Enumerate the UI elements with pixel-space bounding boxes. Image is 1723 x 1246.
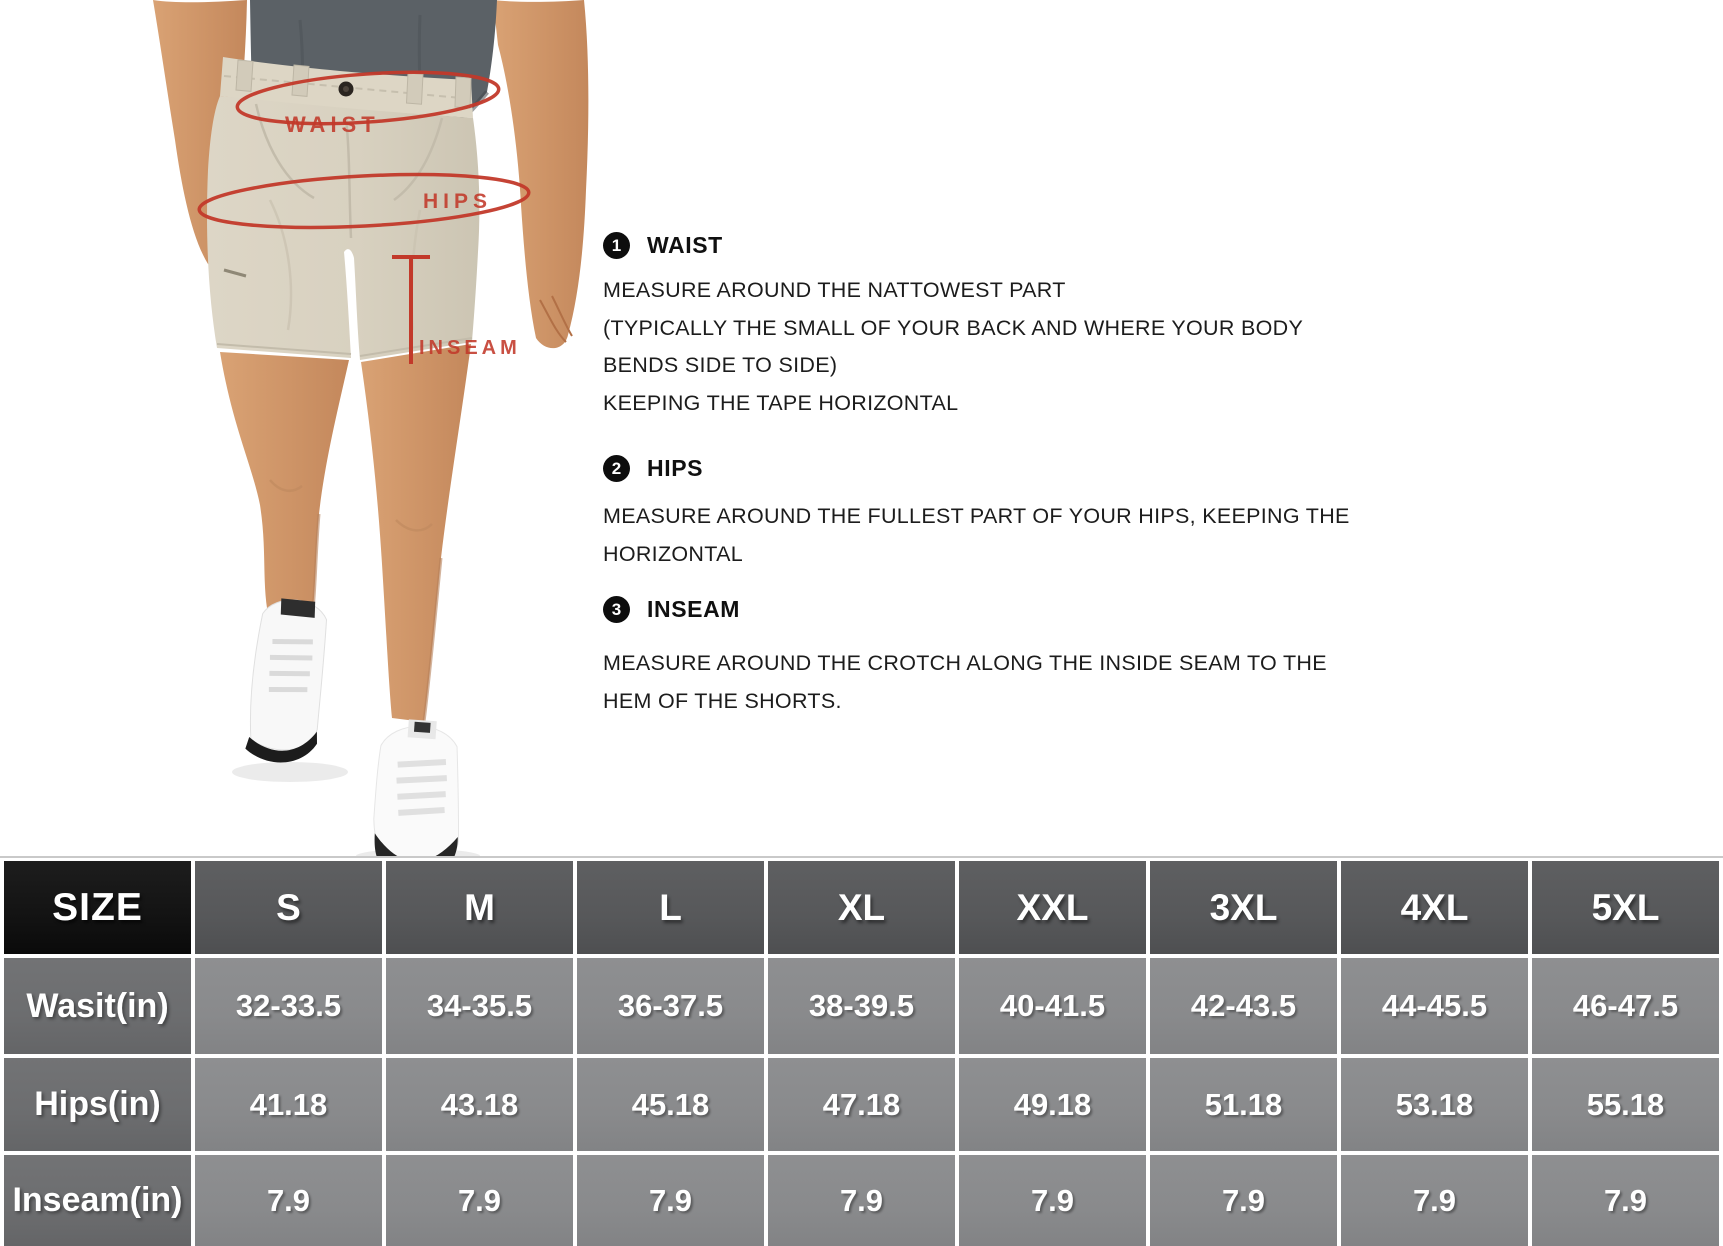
instruction-heading <box>603 232 1303 259</box>
rear-sneaker <box>239 594 339 768</box>
instruction-body <box>603 272 1303 422</box>
size-value-cell: 51.18 <box>1150 1058 1337 1151</box>
size-value-cell: 38-39.5 <box>768 958 955 1054</box>
size-row-label: Wasit(in) <box>4 958 191 1054</box>
size-value-cell: 45.18 <box>577 1058 764 1151</box>
size-value-cell: 49.18 <box>959 1058 1146 1151</box>
front-sneaker <box>370 717 467 860</box>
size-column-header: 4XL <box>1341 861 1528 954</box>
size-value-cell: 7.9 <box>1150 1155 1337 1246</box>
size-value-cell: 7.9 <box>768 1155 955 1246</box>
size-value-cell: 53.18 <box>1341 1058 1528 1151</box>
instruction-line: BENDS SIDE TO SIDE) <box>603 353 838 378</box>
size-value-cell: 34-35.5 <box>386 958 573 1054</box>
instruction-line: KEEPING THE TAPE HORIZONTAL <box>603 390 959 415</box>
size-value-cell: 32-33.5 <box>195 958 382 1054</box>
size-column-header: 3XL <box>1150 861 1337 954</box>
size-value-cell: 7.9 <box>959 1155 1146 1246</box>
instruction-heading <box>603 596 1327 623</box>
size-value-cell: 55.18 <box>1532 1058 1719 1151</box>
instruction-hips <box>603 455 1350 573</box>
size-table-corner-header: SIZE <box>4 861 191 954</box>
instruction-line: (TYPICALLY THE SMALL OF YOUR BACK AND WHERE YOUR BODY <box>603 315 1304 340</box>
size-column-header: 5XL <box>1532 861 1719 954</box>
instruction-title: WAIST <box>647 232 723 258</box>
instruction-body <box>603 645 1327 720</box>
size-row-label: Inseam(in) <box>4 1155 191 1246</box>
inseam-annotation-label: INSEAM <box>419 337 521 359</box>
hips-annotation-label: HIPS <box>423 190 493 213</box>
size-column-header: XXL <box>959 861 1146 954</box>
instruction-waist <box>603 232 1303 422</box>
waist-annotation-label: WAIST <box>285 112 380 137</box>
instruction-title: INSEAM <box>647 596 741 622</box>
instruction-inseam <box>603 596 1327 720</box>
instruction-line: HEM OF THE SHORTS. <box>603 688 842 713</box>
instruction-line: MEASURE AROUND THE CROTCH ALONG THE INSIDE SEAM TO THE <box>603 651 1327 675</box>
size-column-header: M <box>386 861 573 954</box>
size-value-cell: 43.18 <box>386 1058 573 1151</box>
size-row-label: Hips(in) <box>4 1058 191 1151</box>
size-value-cell: 7.9 <box>195 1155 382 1246</box>
size-value-cell: 41.18 <box>195 1058 382 1151</box>
step-number-badge: 2 <box>603 455 630 482</box>
instruction-line: HORIZONTAL <box>603 541 743 566</box>
model-photo <box>120 0 600 860</box>
size-value-cell: 46-47.5 <box>1532 958 1719 1054</box>
step-number-badge: 1 <box>603 232 630 259</box>
instruction-line: MEASURE AROUND THE NATTOWEST PART <box>603 278 1066 302</box>
step-number-badge: 3 <box>603 596 630 623</box>
size-value-cell: 7.9 <box>386 1155 573 1246</box>
size-value-cell: 47.18 <box>768 1058 955 1151</box>
size-column-header: S <box>195 861 382 954</box>
instruction-title: HIPS <box>647 455 704 481</box>
size-value-cell: 40-41.5 <box>959 958 1146 1054</box>
size-column-header: XL <box>768 861 955 954</box>
size-value-cell: 44-45.5 <box>1341 958 1528 1054</box>
size-value-cell: 7.9 <box>577 1155 764 1246</box>
instruction-heading <box>603 455 1350 482</box>
size-column-header: L <box>577 861 764 954</box>
size-value-cell: 42-43.5 <box>1150 958 1337 1054</box>
size-value-cell: 7.9 <box>1532 1155 1719 1246</box>
size-value-cell: 7.9 <box>1341 1155 1528 1246</box>
size-value-cell: 36-37.5 <box>577 958 764 1054</box>
size-table <box>0 858 1723 1246</box>
instruction-body <box>603 498 1350 573</box>
instruction-line: MEASURE AROUND THE FULLEST PART OF YOUR HIPS, KEEPING THE <box>603 504 1350 528</box>
